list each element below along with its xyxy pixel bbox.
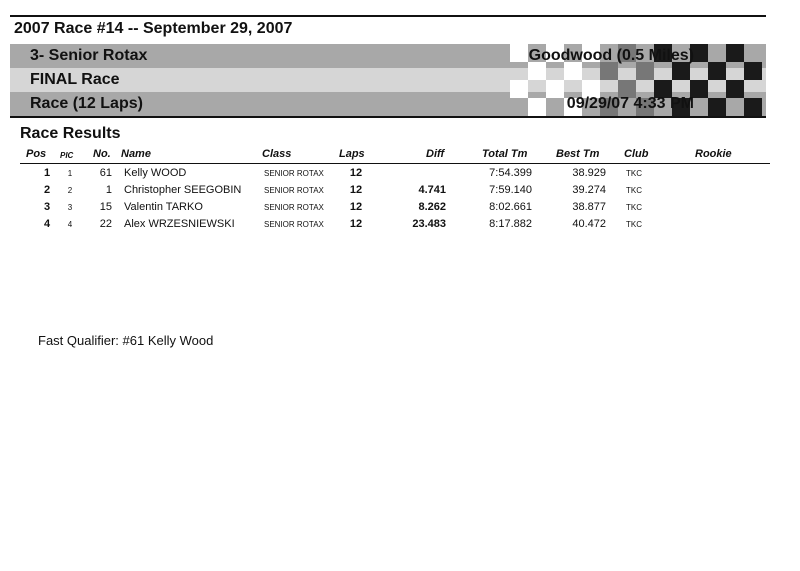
header-rule [20, 163, 770, 164]
cell-class: SENIOR ROTAX [264, 169, 324, 178]
checker-square [744, 98, 762, 116]
cell-best-time: 39.274 [572, 184, 606, 196]
race-laps-line: Race (12 Laps) [30, 95, 143, 112]
cell-laps: 12 [349, 184, 363, 196]
cell-pos: 1 [43, 167, 51, 179]
checker-square [708, 98, 726, 116]
cell-total-time: 8:02.661 [489, 201, 532, 213]
checker-square [510, 80, 528, 98]
race-datetime: 09/29/07 4:33 PM [566, 95, 694, 112]
cell-pos: 2 [43, 184, 51, 196]
cell-no: 1 [105, 184, 112, 196]
cell-pos: 3 [43, 201, 51, 213]
cell-pic: 4 [67, 220, 73, 229]
cell-club: TKC [626, 169, 642, 178]
checker-square [726, 44, 744, 62]
cell-diff: 4.741 [418, 184, 446, 196]
header-laps: Laps [339, 148, 365, 160]
cell-name: Alex WRZESNIEWSKI [124, 218, 235, 230]
cell-class: SENIOR ROTAX [264, 203, 324, 212]
fast-qualifier-note: Fast Qualifier: #61 Kelly Wood [38, 333, 214, 348]
header-pos: Pos [26, 148, 47, 160]
checker-square [510, 44, 528, 62]
cell-pic: 2 [67, 186, 73, 195]
cell-best-time: 38.929 [572, 167, 606, 179]
cell-pic: 3 [67, 203, 73, 212]
cell-best-time: 40.472 [572, 218, 606, 230]
cell-laps: 12 [349, 201, 363, 213]
cell-club: TKC [626, 203, 642, 212]
cell-laps: 12 [349, 167, 363, 179]
cell-name: Valentin TARKO [124, 201, 203, 213]
cell-club: TKC [626, 220, 642, 229]
table-row [0, 201, 800, 217]
results-title: Race Results [20, 125, 121, 142]
checker-square [726, 80, 744, 98]
event-title: 2007 Race #14 -- September 29, 2007 [14, 20, 293, 37]
cell-class: SENIOR ROTAX [264, 186, 324, 195]
header-name: Name [121, 148, 151, 160]
checker-square [744, 62, 762, 80]
cell-best-time: 38.877 [572, 201, 606, 213]
cell-total-time: 7:54.399 [489, 167, 532, 179]
header-total-time: Total Tm [482, 148, 528, 160]
table-row [0, 218, 800, 234]
header-pic: PIC [60, 151, 74, 160]
race-final-line: FINAL Race [30, 71, 120, 88]
cell-no: 22 [99, 218, 112, 230]
top-rule [10, 15, 766, 17]
checker-square [528, 98, 546, 116]
cell-laps: 12 [349, 218, 363, 230]
header-rookie: Rookie [695, 148, 732, 160]
header-no: No. [93, 148, 111, 160]
cell-total-time: 8:17.882 [489, 218, 532, 230]
cell-name: Kelly WOOD [124, 167, 187, 179]
cell-name: Christopher SEEGOBIN [124, 184, 242, 196]
header-club: Club [624, 148, 649, 160]
results-header-row [0, 148, 800, 164]
cell-no: 15 [99, 201, 112, 213]
track-name: Goodwood (0.5 Miles) [528, 47, 694, 64]
cell-total-time: 7:59.140 [489, 184, 532, 196]
cell-diff: 8.262 [418, 201, 446, 213]
checker-square [546, 80, 564, 98]
cell-no: 61 [99, 167, 112, 179]
cell-pos: 4 [43, 218, 51, 230]
header-class: Class [262, 148, 292, 160]
race-class-line: 3- Senior Rotax [30, 47, 148, 64]
table-row [0, 184, 800, 200]
table-row [0, 167, 800, 183]
header-diff: Diff [426, 148, 445, 160]
cell-class: SENIOR ROTAX [264, 220, 324, 229]
checker-square [708, 62, 726, 80]
cell-diff: 23.483 [412, 218, 446, 230]
cell-club: TKC [626, 186, 642, 195]
header-best-time: Best Tm [556, 148, 600, 160]
cell-pic: 1 [67, 169, 73, 178]
